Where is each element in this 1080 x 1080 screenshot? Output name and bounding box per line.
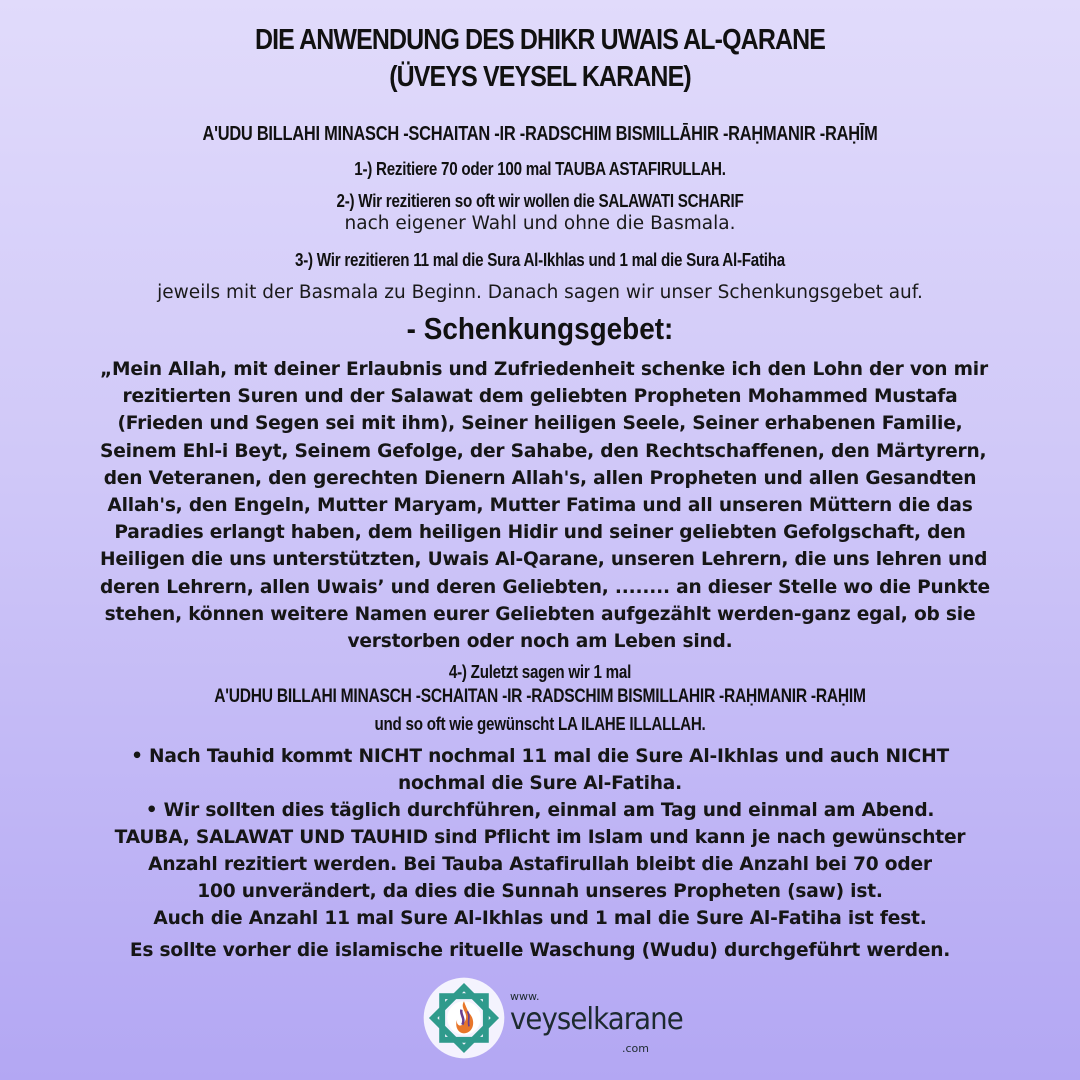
- logo-tld: .com: [622, 1042, 649, 1055]
- note-line: nochmal die Sure Al-Fatiha.: [397, 773, 683, 794]
- step-3-note: jeweils mit der Basmala zu Beginn. Danach sagen wir unser Schenkungsgebet auf.: [157, 282, 923, 303]
- prayer-line: rezitierten Suren und der Salawat dem geliebten Propheten Mohammed Mustafa: [122, 386, 958, 408]
- step-1: 1-) Rezitiere 70 oder 100 mal TAUBA ASTAFIRULLAH.: [354, 158, 726, 179]
- prayer-line: stehen, können weitere Namen eurer Geliebten aufgezählt werden-ganz egal, ob sie: [104, 603, 976, 625]
- notes: [90, 743, 990, 932]
- prayer-line: Allah's, den Engeln, Mutter Maryam, Mutter Fatima und all unseren Müttern die das: [107, 495, 973, 517]
- note-line: TAUBA, SALAWAT UND TAUHID sind Pflicht im Islam und kann je nach gewünschter: [114, 827, 966, 848]
- step-3: 3-) Wir rezitieren 11 mal die Sura Al-Ikhlas und 1 mal die Sura Al-Fatiha: [295, 249, 785, 270]
- logo-domain: veyselkarane: [510, 1002, 683, 1037]
- note-line: • Nach Tauhid kommt NICHT nochmal 11 mal die Sure Al-Ikhlas und auch NICHT: [131, 746, 949, 767]
- note-line: Auch die Anzahl 11 mal Sure Al-Ikhlas und 1 mal die Sure Al-Fatiha ist fest.: [153, 908, 927, 929]
- prayer-line: „Mein Allah, mit deiner Erlaubnis und Zufriedenheit schenke ich den Lohn der von mir: [100, 359, 988, 380]
- prayer-line: Seinem Ehl-i Beyt, Seinem Gefolge, der Sahabe, den Rechtschaffenen, den Märtyrern,: [100, 440, 987, 462]
- note-line: • Wir sollten dies täglich durchführen, einmal am Tag und einmal am Abend.: [145, 800, 935, 821]
- note-line: 100 unverändert, da dies die Sunnah unseres Propheten (saw) ist.: [197, 881, 883, 902]
- step-4-recitation: A'UDHU BILLAHI MINASCH -SCHAITAN -IR -RADSCHIM BISMILLAHIR -RAḤMANIR -RAḤIM: [214, 686, 866, 707]
- prayer-line: Heiligen die uns unterstützten, Uwais Al-Qarane, unseren Lehrern, die uns lehren und: [100, 549, 988, 571]
- title-line-2: (ÜVEYS VEYSEL KARANE): [389, 61, 691, 93]
- wudu-note: Es sollte vorher die islamische rituelle Waschung (Wudu) durchgeführt werden.: [129, 940, 951, 961]
- opening-recitation: A'UDU BILLAHI MINASCH -SCHAITAN -IR -RADSCHIM BISMILLĀHIR -RAḤMANIR -RAḤĪM: [202, 123, 878, 145]
- page-title: [76, 22, 1005, 96]
- title-line-1: DIE ANWENDUNG DES DHIKR UWAIS AL-QARANE: [254, 24, 826, 56]
- note-line: Anzahl rezitiert werden. Bei Tauba Astafirullah bleibt die Anzahl bei 70 oder: [148, 854, 932, 875]
- star-emblem-icon: [422, 976, 506, 1060]
- prayer-line: (Frieden und Segen sei mit ihm), Seiner heiligen Seele, Seiner erhabenen Familie,: [117, 413, 963, 435]
- prayer-text: [100, 356, 990, 655]
- prayer-line: Paradies erlangt haben, dem heiligen Hidir und seiner geliebten Gefolgschaft, den: [114, 522, 966, 544]
- step-2: 2-) Wir rezitieren so oft wir wollen die SALAWATI SCHARIF: [336, 190, 744, 211]
- prayer-line: den Veteranen, den gerechten Dienern Allah's, allen Propheten und allen Gesandten: [103, 467, 977, 489]
- step-4: 4-) Zuletzt sagen wir 1 mal: [448, 661, 632, 682]
- step-2-note: nach eigener Wahl und ohne die Basmala.: [344, 213, 736, 234]
- prayer-line: deren Lehrern, allen Uwais’ und deren Geliebten, ........ an dieser Stelle wo die Punkte: [100, 576, 990, 598]
- logo-www: www.: [510, 990, 540, 1003]
- step-4-tauhid: und so oft wie gewünscht LA ILAHE ILLALLAH.: [374, 713, 706, 734]
- brand-logo[interactable]: [422, 976, 683, 1066]
- prayer-line: verstorben oder noch am Leben sind.: [347, 631, 733, 653]
- prayer-heading: - Schenkungsgebet:: [406, 311, 674, 346]
